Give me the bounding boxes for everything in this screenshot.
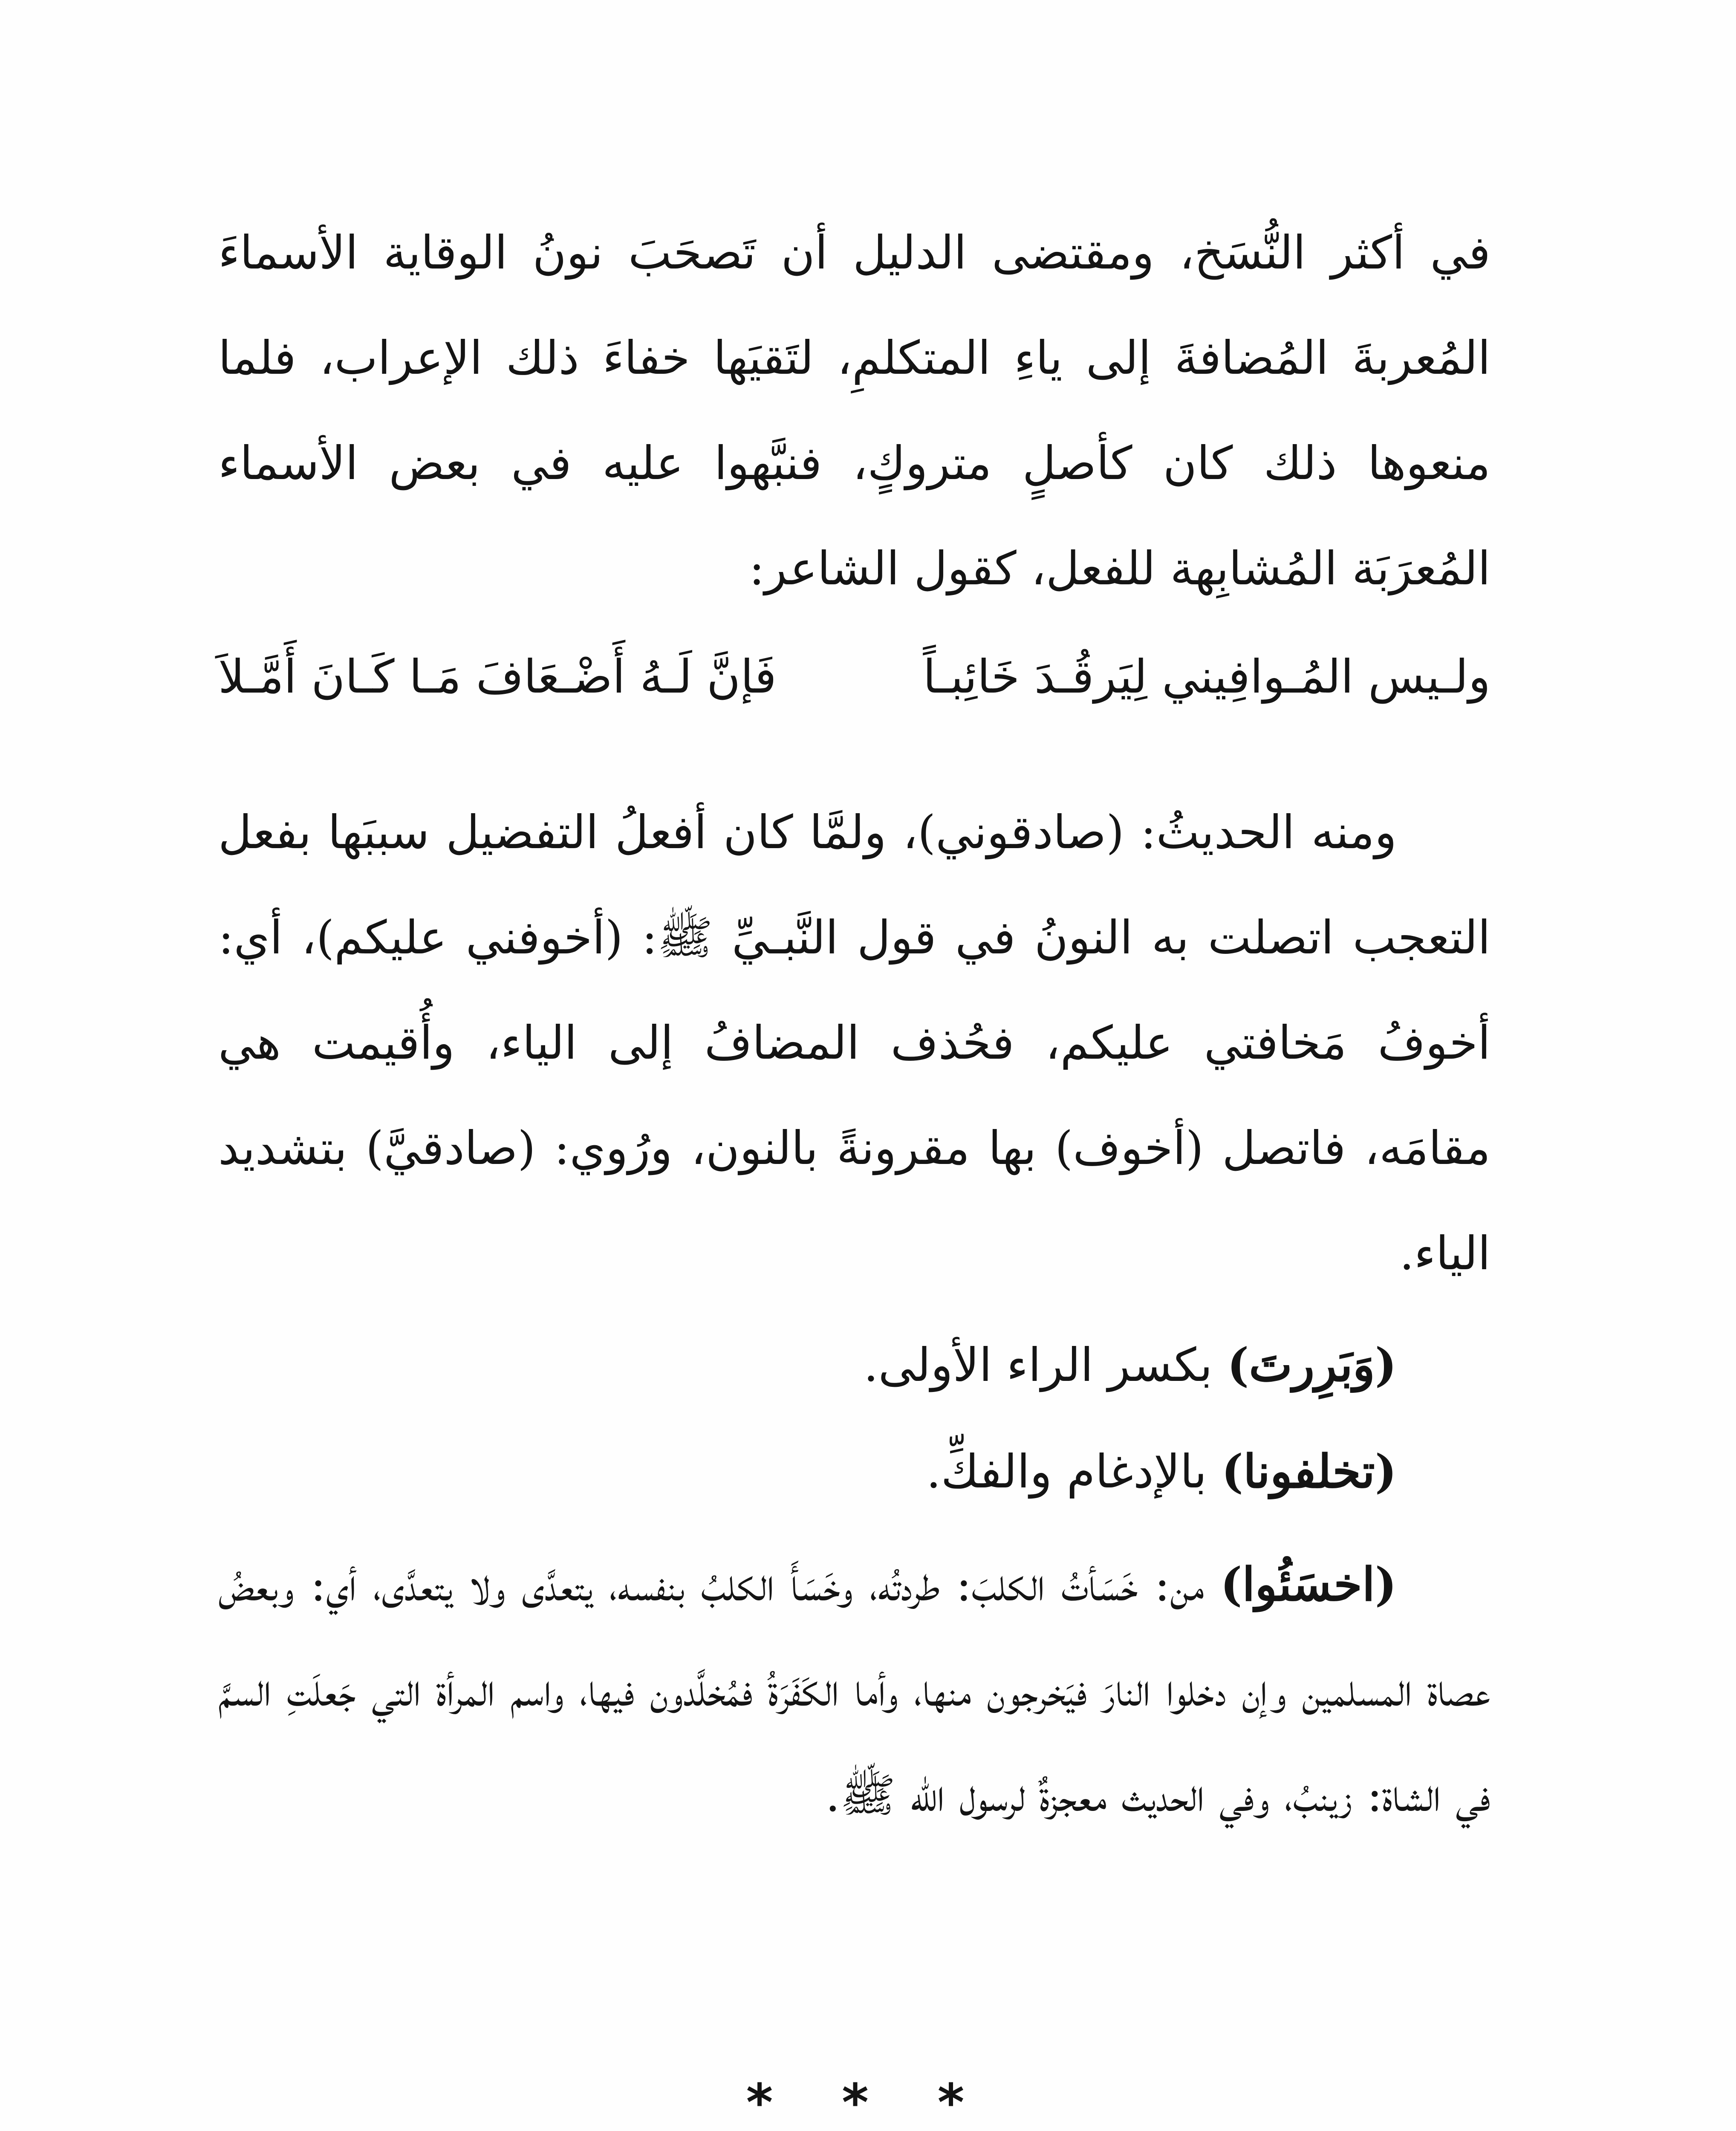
gloss-text: بكسر الراء الأولى. <box>864 1339 1228 1392</box>
gloss-term: (وَبَرِرتَ) <box>1227 1338 1397 1392</box>
gloss-text: من: خَسَأتُ الكلبَ: طردتُه، وخَسَأَ الكلبُ بنفسه، يتعدَّى ولا يتعدَّى، أي: وبعضُ عصاة المسلمين وإن دخلوا النارَ فيَخرجون منها، وأما الكَفَرَةُ فمُخلَّدون فيها، واسم المرأة التي جَعلَتِ السمَّ في الشاة: زينبُ، وفي الحديث معجزةٌ لرسول الله ﷺ. <box>218 1558 1490 1822</box>
paragraph-hadith: ومنه الحديثُ: (صادقوني)، ولمَّا كان أفعلُ التفضيل سببَها بفعل التعجب اتصلت به النونُ في قول النَّبـيِّ ﷺ: (أخوفني عليكم)، أي: أخوفُ مَخافتي عليكم، فحُذف المضافُ إلى الياء، وأُقيمت هي مقامَه، فاتصل (أخوف) بها مقرونةً بالنون، ورُوي: (صادقيَّ) بتشديد الياء. <box>218 806 1490 1280</box>
poetry-verse <box>218 624 1490 731</box>
gloss-term: (اخسَئُوا) <box>1220 1558 1397 1611</box>
gloss-barirta <box>218 1313 1490 1418</box>
paragraph-nun-al-wiqaya: في أكثر النُّسَخ، ومقتضى الدليل أن تَصحَبَ نونُ الوقاية الأسماءَ المُعربةَ المُضافةَ إلى ياءِ المتكلمِ، لتَقيَها خفاءَ ذلك الإعراب، فلما منعوها ذلك كان كأصلٍ متروكٍ، فنبَّهوا عليه في بعض الأسماء المُعرَبَة المُشابِهة للفعل، كقول الشاعر: <box>218 226 1490 595</box>
section-separator: * * * <box>746 2073 990 2131</box>
gloss-text: بالإدغام والفكِّ. <box>926 1445 1222 1499</box>
gloss-takhallafuna <box>218 1419 1490 1525</box>
verse-first-hemistich: ولـيس المُـوافِيني لِيَرقُـدَ خَائِبـاً <box>923 650 1490 704</box>
gloss-term: (تخلفونا) <box>1221 1445 1397 1499</box>
verse-second-hemistich: فَإنَّ لَـهُ أَضْـعَافَ مَـا كَـانَ أَمَّـلاَ <box>218 650 777 704</box>
gloss-ikhsau <box>218 1532 1490 1848</box>
